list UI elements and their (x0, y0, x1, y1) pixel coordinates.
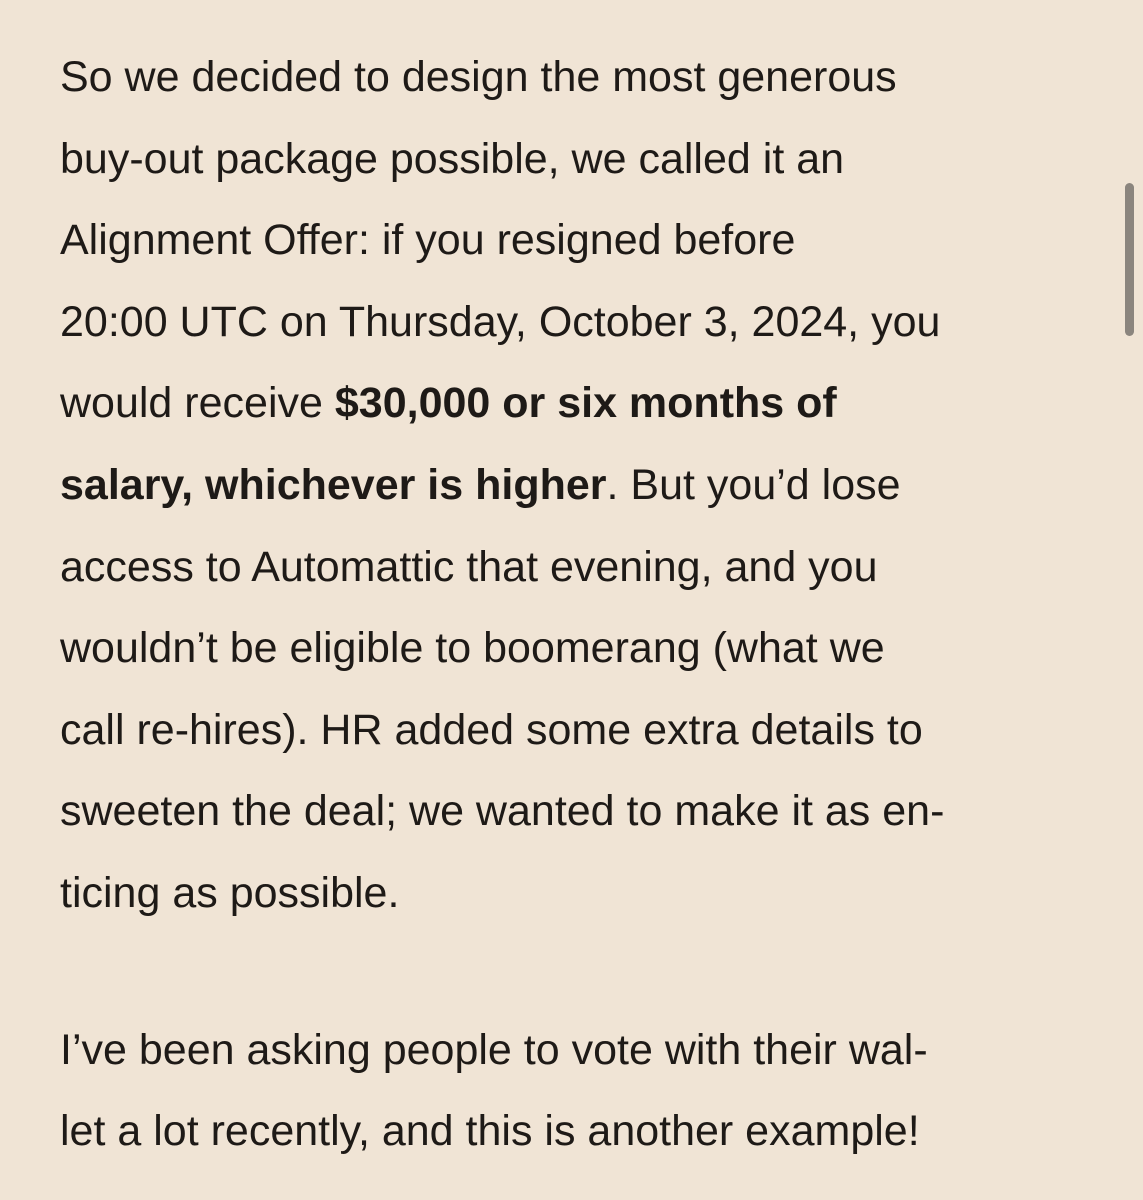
bold-text: $30,000 or six months of (334, 379, 837, 428)
text-segment: . But you’d lose (606, 460, 901, 509)
text-line: 20:00 UTC on Thursday, October 3, 2024, you (60, 297, 941, 346)
text-line: let a lot recently, and this is another example! (60, 1107, 920, 1156)
text-line (60, 445, 1060, 527)
text-line: wouldn’t be eligible to boomerang (what we (60, 624, 885, 673)
text-line: sweeten the deal; we wanted to make it as en- (60, 787, 945, 836)
paragraph-1 (60, 37, 1060, 935)
vertical-scrollbar-thumb[interactable] (1125, 183, 1134, 336)
text-line: I’ve been asking people to vote with their wal- (60, 1025, 928, 1074)
text-line: So we decided to design the most generous (60, 53, 897, 101)
text-line: buy-out package possible, we called it an (60, 134, 845, 183)
paragraph-2 (60, 1010, 1060, 1173)
paragraph-gap (60, 935, 1060, 1010)
text-line: Alignment Offer: if you resigned before (60, 216, 796, 265)
text-line: call re-hires). HR added some extra details to (60, 705, 923, 754)
article-text (60, 37, 1060, 1173)
text-line: access to Automattic that evening, and you (60, 542, 878, 591)
text-segment: would receive (60, 379, 335, 428)
bold-text: salary, whichever is higher (60, 460, 607, 509)
text-line (60, 363, 1060, 445)
text-line: ticing as possible. (60, 868, 400, 917)
